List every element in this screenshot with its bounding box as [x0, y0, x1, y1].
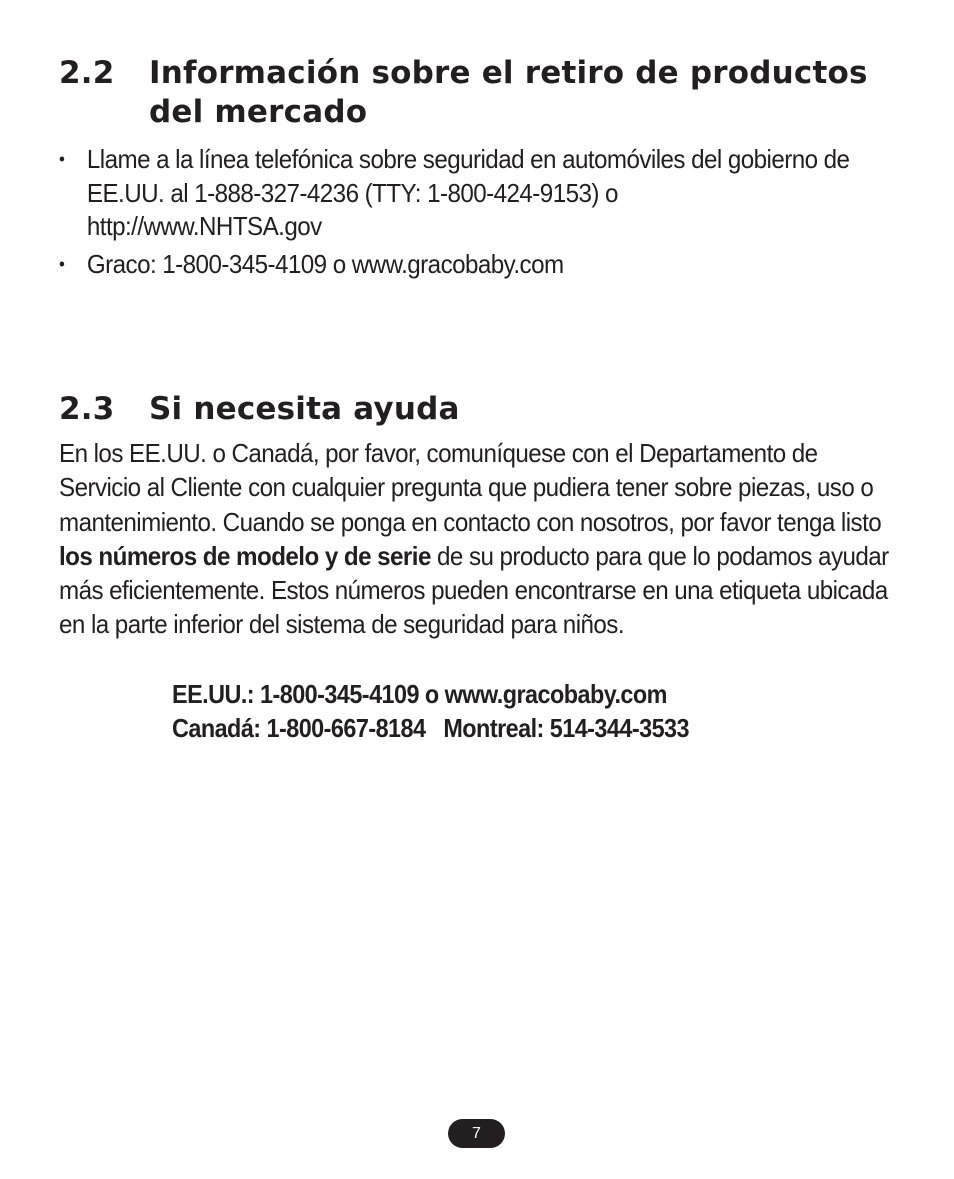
help-paragraph — [59, 436, 896, 642]
section-2-3-title: Si necesita ayuda — [149, 391, 460, 427]
help-paragraph-end: de su producto para que lo podamos ayudar más eficientemente. Estos números pueden encontrarse en una etiqueta ubicada en la parte inferior del sistema de seguridad para niños. — [59, 540, 889, 640]
section-2-3-heading — [59, 390, 879, 429]
list-item-text: Graco: 1-800-345-4109 o www.gracobaby.com — [86, 248, 564, 279]
contact-canada: Canadá: 1-800-667-8184 Montreal: 514-344-3533 — [172, 713, 690, 743]
recall-info-list — [59, 143, 850, 285]
help-paragraph-bold: los números de modelo y de serie — [59, 540, 431, 571]
contact-numbers — [172, 677, 820, 745]
section-2-2-heading — [59, 54, 879, 132]
section-2-3-number: 2.3 — [59, 391, 115, 427]
section-2-2-number: 2.2 — [59, 55, 115, 91]
list-item-text: Llame a la línea telefónica sobre seguridad en automóviles del gobierno de EE.UU. al 1-888-327-4236 (TTY: 1-800-424-9153) o http://www.NHTSA.gov — [86, 144, 850, 241]
list-item — [59, 248, 850, 282]
page-number-badge: 7 — [448, 1119, 505, 1148]
help-paragraph-start: En los EE.UU. o Canadá, por favor, comuníquese con el Departamento de Servicio al Cliente con cualquier pregunta que pudiera tener sobre piezas, uso o mantenimiento. Cuando se ponga en contacto con nosotros, por favor tenga listo — [59, 438, 882, 537]
list-item — [59, 143, 850, 244]
contact-usa: EE.UU.: 1-800-345-4109 o www.gracobaby.com — [172, 679, 667, 709]
bullet-icon: • — [59, 253, 65, 274]
bullet-icon: • — [59, 149, 65, 169]
section-2-2-title: Información sobre el retiro de productos del mercado — [149, 55, 868, 130]
